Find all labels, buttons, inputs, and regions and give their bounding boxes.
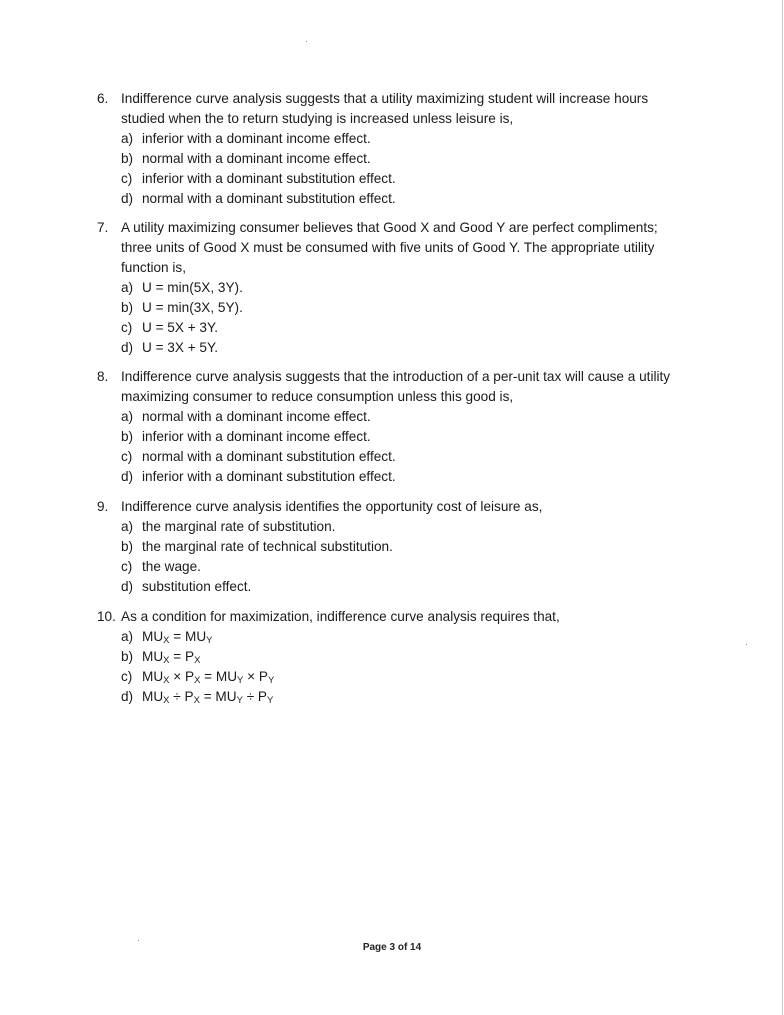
answer-option <box>97 447 697 467</box>
question-9 <box>97 497 697 597</box>
question-stem-line: three units of Good X must be consumed with five units of Good Y. The appropriate utility <box>121 240 655 255</box>
question-stem <box>97 89 697 129</box>
option-text: inferior with a dominant substitution effect. <box>142 171 396 186</box>
option-text: inferior with a dominant substitution effect. <box>142 469 396 484</box>
option-text: $MU_X = P_X$ <box>142 649 201 666</box>
option-text: U = 3X + 5Y. <box>142 340 219 355</box>
answer-option <box>97 189 697 209</box>
question-8 <box>97 367 697 487</box>
answer-option <box>97 557 697 577</box>
question-stem <box>97 607 697 627</box>
question-stem-line: maximizing consumer to reduce consumption unless this good is, <box>121 389 514 404</box>
option-text: inferior with a dominant income effect. <box>142 131 371 146</box>
answer-option <box>97 647 697 667</box>
option-letter: c) <box>121 171 133 186</box>
question-number: 8. <box>97 369 109 384</box>
answer-option <box>97 298 697 318</box>
option-text: U = min(5X, 3Y). <box>142 280 243 295</box>
option-text: the marginal rate of substitution. <box>142 519 336 534</box>
question-stem <box>97 497 697 517</box>
question-stem <box>97 367 697 407</box>
option-letter: a) <box>121 131 134 146</box>
answer-option <box>97 667 697 687</box>
option-letter: d) <box>121 689 134 704</box>
option-letter: c) <box>121 669 133 684</box>
answer-option <box>97 627 697 647</box>
question-stem-line: A utility maximizing consumer believes that Good X and Good Y are perfect compliments; <box>121 220 658 235</box>
option-text: substitution effect. <box>142 579 252 594</box>
option-text: the marginal rate of technical substitution. <box>142 539 393 554</box>
option-text: normal with a dominant substitution effect. <box>142 191 396 206</box>
option-letter: a) <box>121 629 134 644</box>
page-number: Page 3 of 14 <box>362 942 422 953</box>
option-letter: d) <box>121 469 134 484</box>
answer-option <box>97 577 697 597</box>
option-text: inferior with a dominant income effect. <box>142 429 371 444</box>
option-text: normal with a dominant income effect. <box>142 151 371 166</box>
answer-option <box>97 427 697 447</box>
question-number: 6. <box>97 91 109 106</box>
option-letter: d) <box>121 191 134 206</box>
answer-option <box>97 338 697 358</box>
option-letter: c) <box>121 320 133 335</box>
question-10 <box>97 607 697 707</box>
question-number: 9. <box>97 499 109 514</box>
question-stem-line: function is, <box>121 260 186 275</box>
option-text: normal with a dominant substitution effect. <box>142 449 396 464</box>
answer-option <box>97 517 697 537</box>
answer-option <box>97 149 697 169</box>
question-stem-line: Indifference curve analysis identifies the opportunity cost of leisure as, <box>121 499 543 514</box>
question-6 <box>97 89 697 209</box>
option-text: $MU_X \div P_X = MU_Y \div P_Y$ <box>142 689 274 706</box>
option-letter: b) <box>121 539 134 554</box>
option-letter: a) <box>121 519 134 534</box>
scan-speck <box>138 940 139 941</box>
option-letter: a) <box>121 409 134 424</box>
option-text: normal with a dominant income effect. <box>142 409 371 424</box>
option-text: $MU_X \times P_X = MU_Y \times P_Y$ <box>142 669 275 686</box>
page-edge <box>782 0 783 1015</box>
question-stem <box>97 218 697 278</box>
answer-option <box>97 537 697 557</box>
answer-option <box>97 687 697 707</box>
question-stem-line: studied when the to return studying is increased unless leisure is, <box>121 111 514 126</box>
option-letter: b) <box>121 429 134 444</box>
answer-option <box>97 129 697 149</box>
option-text: the wage. <box>142 559 201 574</box>
question-number: 7. <box>97 220 109 235</box>
option-text: U = min(3X, 5Y). <box>142 300 243 315</box>
answer-option <box>97 278 697 298</box>
answer-option <box>97 407 697 427</box>
option-letter: d) <box>121 579 134 594</box>
question-stem-line: Indifference curve analysis suggests that a utility maximizing student will increase hours <box>121 91 649 106</box>
option-letter: c) <box>121 449 133 464</box>
answer-option <box>97 318 697 338</box>
question-number: 10. <box>97 609 116 624</box>
option-letter: b) <box>121 649 134 664</box>
question-7 <box>97 218 697 358</box>
option-letter: d) <box>121 340 134 355</box>
answer-option <box>97 467 697 487</box>
option-letter: c) <box>121 559 133 574</box>
question-stem-line: Indifference curve analysis suggests that the introduction of a per-unit tax will cause a utility <box>121 369 671 384</box>
scan-speck <box>306 41 307 42</box>
scan-speck <box>746 644 747 645</box>
answer-option <box>97 169 697 189</box>
option-text: U = 5X + 3Y. <box>142 320 219 335</box>
question-stem-line: As a condition for maximization, indifference curve analysis requires that, <box>121 609 560 624</box>
option-letter: b) <box>121 151 134 166</box>
option-letter: a) <box>121 280 134 295</box>
option-text: $MU_X = MU_Y$ <box>142 629 213 646</box>
option-letter: b) <box>121 300 134 315</box>
